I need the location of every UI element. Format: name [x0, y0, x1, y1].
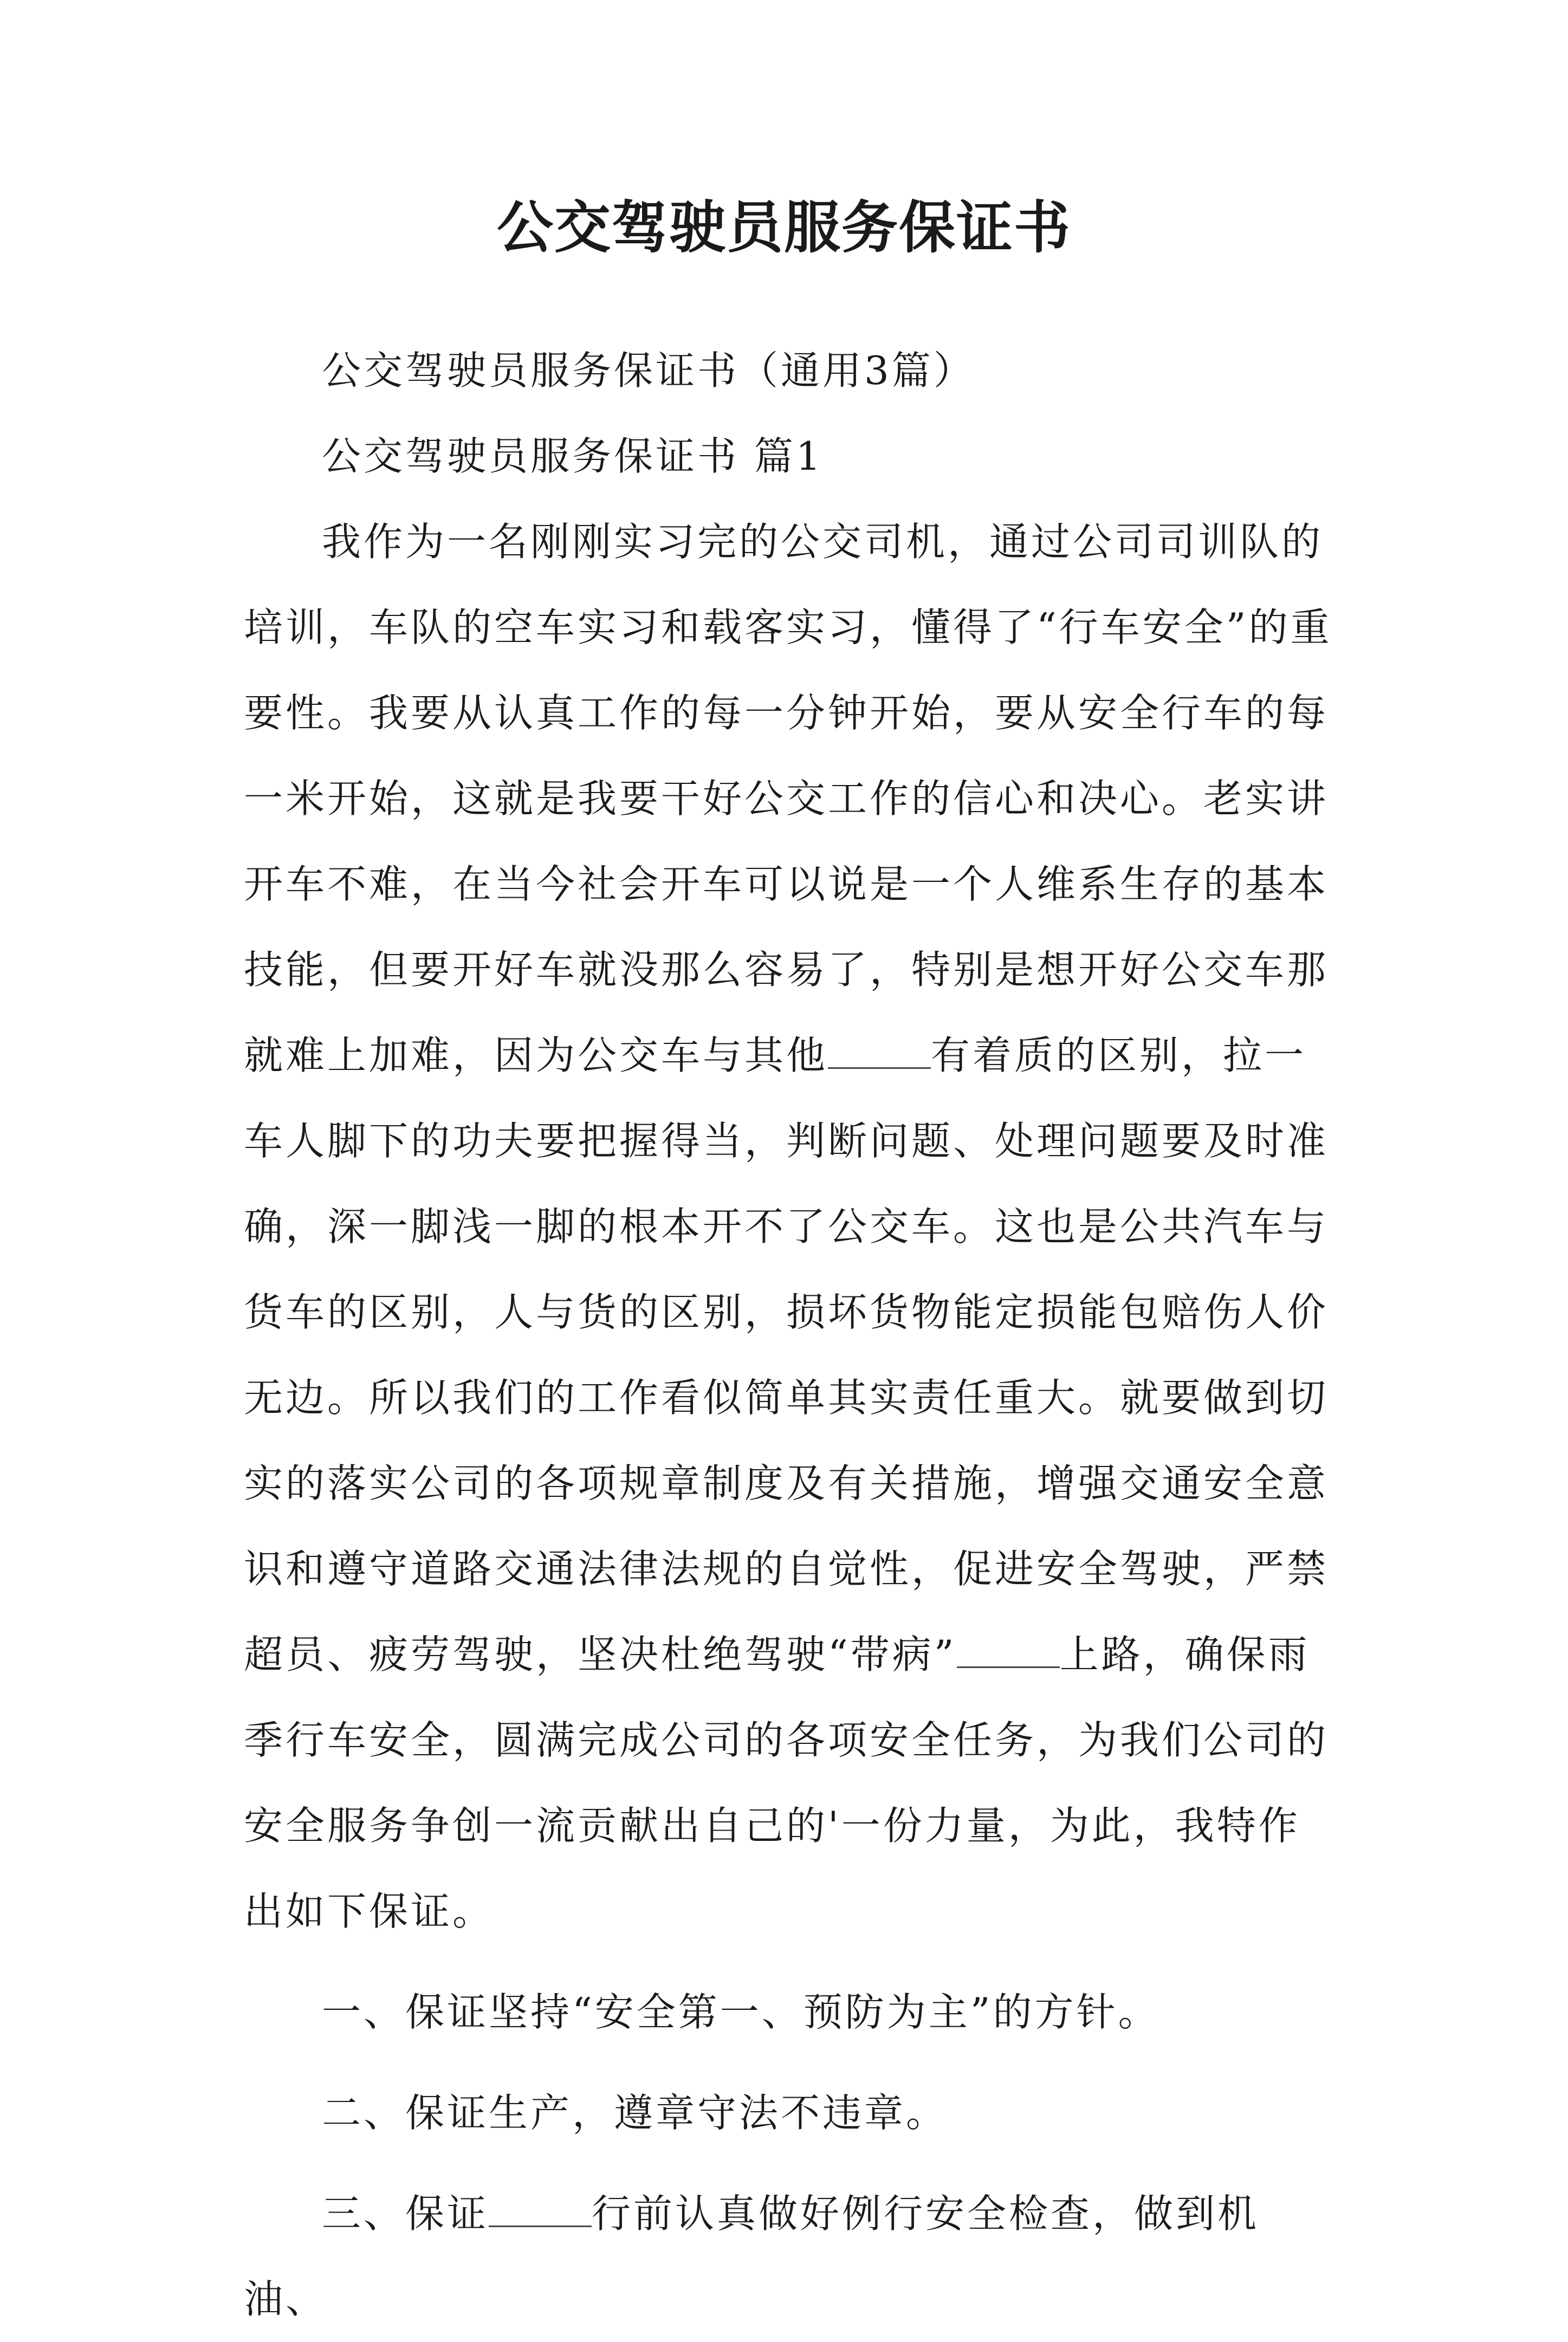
blank-line [957, 1636, 1060, 1668]
pledge-item-1: 一、保证坚持“安全第一、预防为主”的方针。 [322, 1989, 1160, 2035]
document-body [244, 328, 1338, 2342]
pledge-item-3-part2: 行前认真做好例行安全检查，做到机油、 [244, 2191, 1260, 2322]
paragraph-intro-part2: 有着质的区别，拉一车人脚下的功夫要把握得当，判断问题、处理问题要及时准确，深一脚浅一脚的根本开不了公交车。这也是公共汽车与货车的区别，人与货的区别，损坏货物能定损能包赔伤人价无边。所以我们的工作看似简单其实责任重大。就要做到切实的落实公司的各项规章制度及有关措施，增强交通安全意识和遵守道路交通法律法规的自觉性，促进安全驾驶，严禁超员、疲劳驾驶，坚决杜绝驾驶“带病” [244, 1033, 1329, 1677]
pledge-item-3-part1: 三、保证 [322, 2191, 489, 2236]
pledge-item-3 [244, 2171, 1338, 2342]
blank-line [489, 2195, 592, 2227]
pledge-item-2: 二、保证生产，遵章守法不违章。 [322, 2090, 948, 2136]
document-subtitle: 公交驾驶员服务保证书（通用3篇） [322, 348, 975, 393]
blank-line [828, 1037, 931, 1069]
section-heading: 公交驾驶员服务保证书 篇1 [322, 433, 824, 479]
document-title: 公交驾驶员服务保证书 [496, 194, 1071, 261]
paragraph-intro-part1: 我作为一名刚刚实习完的公交司机，通过公司司训队的培训，车队的空车实习和载客实习，懂得了“行车安全”的重要性。我要从认真工作的每一分钟开始，要从安全行车的每一米开始，这就是我要干好公交工作的信心和决心。老实讲开车不难，在当今社会开车可以说是一个人维系生存的基本技能，但要开好车就没那么容易了，特别是想开好公交车那就难上加难，因为公交车与其他 [244, 519, 1332, 1078]
paragraph-intro-part3: 上路，确保雨季行车安全，圆满完成公司的各项安全任务，为我们公司的安全服务争创一流贡献出自己的'一份力量，为此，我特作出如下保证。 [244, 1632, 1329, 1934]
paragraph-intro [244, 499, 1338, 1954]
